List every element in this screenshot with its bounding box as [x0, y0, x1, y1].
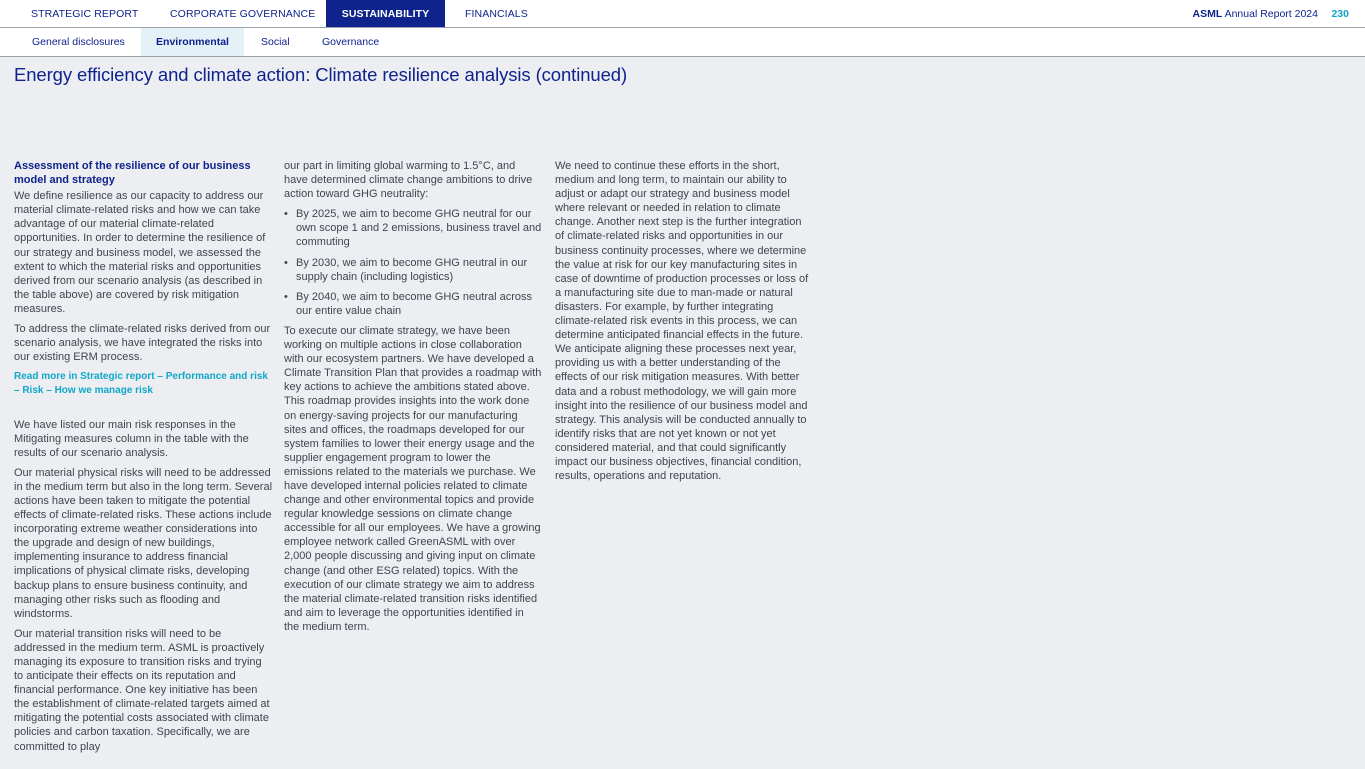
- paragraph: our part in limiting global warming to 1.5°C, and have determined climate change ambitions to drive action toward GHG neutrality:: [284, 160, 533, 201]
- page-number: 230: [1331, 8, 1349, 20]
- subtab-general-disclosures[interactable]: General disclosures: [32, 36, 125, 48]
- section-heading: Assessment of the resilience of our business model and strategy: [14, 160, 251, 187]
- paragraph: Our material physical risks will need to be addressed in the medium term but also in the long term. Several actions have been taken to mitigate the potential effects of climate-related risks. These actions include incorporating extreme weather considerations into the upgrade and design of new buildings, implementing insurance to address financial implications of physical climate risks, developing backup plans to ensure business continuity, and managing other risks such as flooding and windstorms.: [14, 466, 273, 620]
- text-column-3: [555, 159, 813, 489]
- paragraph: To address the climate-related risks derived from our scenario analysis, we have integrated the risks into our existing ERM process.: [14, 323, 271, 364]
- paragraph: To execute our climate strategy, we have been working on multiple actions in close collaboration with our ecosystem partners. We have developed a Climate Transition Plan that provides a roadmap with key actions to achieve the ambitions stated above. This roadmap provides insights into the work done on energy-saving projects for our manufacturing sites and offices, the roadmaps developed for our system families to lower their energy usage and the supplier engagement program to lower the emissions related to the materials we purchase. We have developed internal policies related to climate change and other environmental topics and provide regular knowledge sessions on climate change accessible for all our employees. We have a growing employee network called GreenASML with over 2,000 people discussing and giving input on climate change (and other ESG related) topics. With the execution of our climate strategy we aim to address the material climate-related transition risks identified and aim to leverage the opportunities identified in the medium term.: [284, 324, 542, 633]
- subtab-environmental[interactable]: Environmental: [141, 28, 244, 56]
- text-column-2: [284, 159, 542, 640]
- subtab-social[interactable]: Social: [261, 36, 290, 48]
- paragraph: Our material transition risks will need to be addressed in the medium term. ASML is proactively managing its exposure to transition risks and trying to anticipate their effects on its reputation and financial performance. One key initiative has been the establishment of climate-related targets aimed at mitigating the potential costs associated with climate policies and carbon taxation. Specifically, we are committed to play: [14, 627, 270, 753]
- list-item: • By 2040, we aim to become GHG neutral across our entire value chain: [284, 290, 542, 318]
- report-brand: [1193, 0, 1319, 27]
- list-item: • By 2025, we aim to become GHG neutral for our own scope 1 and 2 emissions, business travel and commuting: [284, 207, 542, 249]
- brand-report-title: Annual Report 2024: [1222, 8, 1318, 20]
- list-item: • By 2030, we aim to become GHG neutral in our supply chain (including logistics): [284, 256, 542, 284]
- tab-financials[interactable]: FINANCIALS: [465, 8, 528, 20]
- sub-navigation: [0, 28, 1365, 57]
- paragraph: We define resilience as our capacity to address our material climate-related risks and how we can take advantage of our material climate-related opportunities. In order to determine the resilience of our strategy and business model, we assessed the extent to which the material risks and opportunities derived from our scenario analysis (as described in the table above) are covered by risk mitigation measures.: [14, 190, 266, 315]
- ambition-list: [284, 207, 542, 318]
- page-title: Energy efficiency and climate action: Climate resilience analysis (continued): [14, 64, 628, 85]
- text-column-1: [14, 159, 272, 760]
- subtab-governance[interactable]: Governance: [322, 36, 380, 48]
- paragraph: We need to continue these efforts in the short, medium and long term, to maintain our ability to adjust or adapt our strategy and business model where relevant or needed in relation to climate change. Another next step is the further integration of climate-related risks and opportunities in our business continuity processes, where we determine the value at risk for our key manufacturing sites in case of downtime of production processes or loss of a manufacturing site due to man-made or natural disasters. For example, by further integrating climate-related risk events in this process, we can determine anticipated financial effects in the future. We anticipate aligning these processes next year, providing us with a better understanding of the effects of our risk mitigation measures. With better data and a robust methodology, we will gain more insight into the resilience of our business model and strategy. This analysis will be conducted annually to identify risks that are not yet known or not yet considered material, and that could significantly impact our business objectives, financial condition, results, operations and reputation.: [555, 160, 809, 483]
- tab-sustainability[interactable]: SUSTAINABILITY: [326, 0, 445, 27]
- tab-strategic-report[interactable]: STRATEGIC REPORT: [31, 8, 139, 20]
- paragraph: We have listed our main risk responses in the Mitigating measures column in the table with the results of our scenario analysis.: [14, 418, 249, 459]
- brand-name: ASML: [1192, 8, 1223, 20]
- read-more-link[interactable]: Read more in Strategic report – Performance and risk – Risk – How we manage risk: [14, 371, 268, 397]
- tab-corporate-governance[interactable]: CORPORATE GOVERNANCE: [170, 8, 316, 20]
- top-navigation: [0, 0, 1365, 28]
